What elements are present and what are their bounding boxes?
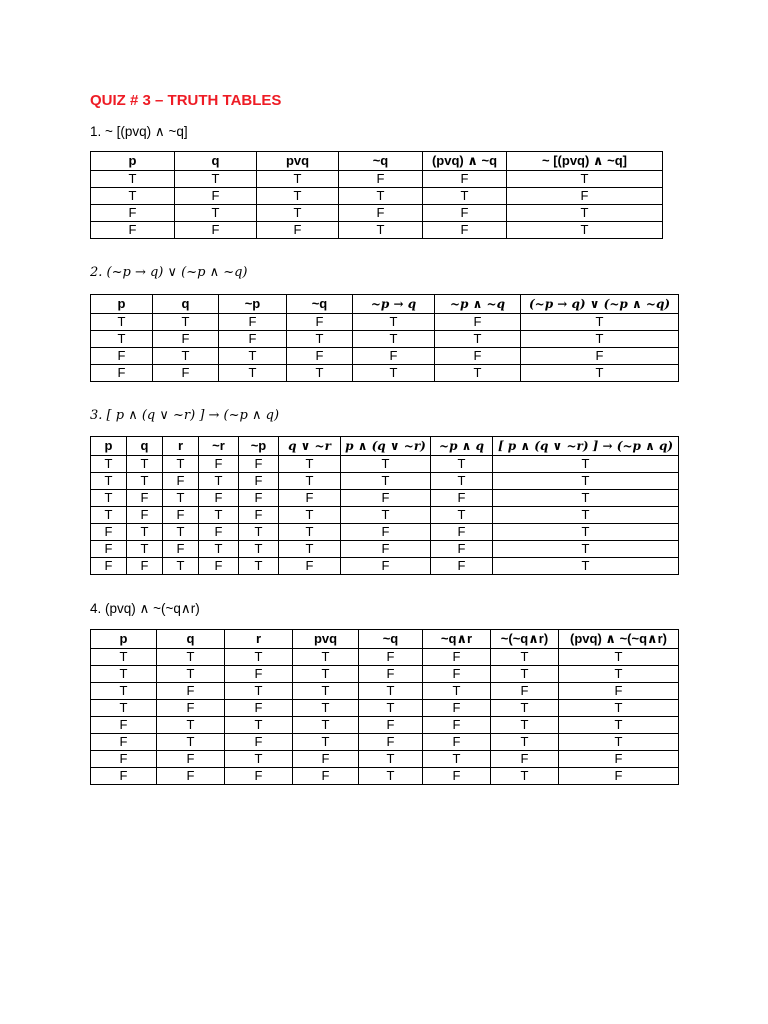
table-cell: T [507,222,663,239]
table-cell: F [423,222,507,239]
table-cell: F [225,700,293,717]
table-row [91,314,679,331]
table-cell: F [431,490,493,507]
table-cell: F [559,751,679,768]
column-header: p ∧ (q ∨ ~r) [341,437,431,456]
table-cell: T [435,365,521,382]
table-cell: T [219,365,287,382]
column-header: pvq [293,630,359,649]
table-cell: T [293,666,359,683]
table-cell: T [359,700,423,717]
table-cell: T [559,700,679,717]
table-cell: F [91,768,157,785]
table-row [91,205,663,222]
table-row [91,456,679,473]
table-row [91,490,679,507]
table-cell: F [153,331,219,348]
column-header: p [91,630,157,649]
table-cell: T [91,188,175,205]
table-header-row [91,630,679,649]
table-cell: T [239,558,279,575]
table-cell: F [339,205,423,222]
table-cell: T [521,314,679,331]
table-cell: F [225,768,293,785]
table-cell: T [423,188,507,205]
table-cell: T [157,717,225,734]
table-row [91,734,679,751]
table-cell: T [91,473,127,490]
table-row [91,683,679,700]
table-cell: T [431,456,493,473]
table-cell: T [157,666,225,683]
column-header: (pvq) ∧ ~q [423,152,507,171]
table-cell: T [279,507,341,524]
table-cell: F [225,666,293,683]
table-cell: F [507,188,663,205]
column-header: p [91,295,153,314]
table-cell: T [341,456,431,473]
table-cell: F [423,734,491,751]
quiz-1-label: 1. ~ [(pvq) ∧ ~q] [90,124,188,139]
table-cell: T [293,734,359,751]
table-header-row [91,295,679,314]
table-cell: F [91,222,175,239]
table-cell: F [293,751,359,768]
table-cell: F [491,683,559,700]
table-cell: F [91,751,157,768]
table-cell: T [491,649,559,666]
table-cell: T [491,717,559,734]
table-cell: T [507,205,663,222]
column-header: pvq [257,152,339,171]
column-header: (pvq) ∧ ~(~q∧r) [559,630,679,649]
table-cell: T [341,507,431,524]
table-cell: T [91,666,157,683]
table-cell: T [423,683,491,700]
table-cell: F [431,541,493,558]
truth-table-4 [90,629,679,785]
table-cell: T [353,331,435,348]
table-cell: T [127,541,163,558]
table-row [91,768,679,785]
column-header: r [163,437,199,456]
table-cell: T [493,558,679,575]
table-cell: F [239,456,279,473]
table-cell: T [91,314,153,331]
table-cell: F [423,171,507,188]
table-cell: F [341,541,431,558]
table-cell: T [91,456,127,473]
table-cell: T [225,751,293,768]
table-cell: F [521,348,679,365]
table-cell: F [423,205,507,222]
table-row [91,649,679,666]
table-cell: T [199,473,239,490]
table-row [91,331,679,348]
table-cell: F [293,768,359,785]
table-cell: T [91,700,157,717]
column-header: ~q [359,630,423,649]
truth-table-1 [90,151,663,239]
table-cell: F [175,222,257,239]
table-cell: T [491,734,559,751]
column-header: ~p ∧ q [431,437,493,456]
table-cell: T [279,473,341,490]
table-cell: T [493,490,679,507]
table-cell: F [199,558,239,575]
table-cell: F [239,473,279,490]
table-row [91,700,679,717]
column-header: ~p [219,295,287,314]
table-cell: F [127,558,163,575]
table-row [91,473,679,490]
table-cell: F [559,683,679,700]
column-header: p [91,152,175,171]
table-cell: T [287,365,353,382]
quiz-4-label: 4. (pvq) ∧ ~(~q∧r) [90,601,200,616]
table-cell: T [199,507,239,524]
table-cell: T [293,717,359,734]
table-cell: T [175,205,257,222]
table-cell: F [219,331,287,348]
table-cell: F [435,348,521,365]
table-cell: T [175,171,257,188]
table-cell: F [431,524,493,541]
table-cell: F [163,473,199,490]
column-header: ~ [(pvq) ∧ ~q] [507,152,663,171]
table-cell: T [279,456,341,473]
table-cell: T [163,558,199,575]
table-cell: F [199,524,239,541]
table-cell: F [279,558,341,575]
table-cell: T [91,683,157,700]
column-header: r [225,630,293,649]
column-header: ~r [199,437,239,456]
table-cell: T [423,751,491,768]
table-cell: T [493,524,679,541]
table-cell: F [91,558,127,575]
column-header: (~p → q) ∨ (~p ∧ ~q) [521,295,679,314]
table-cell: T [493,456,679,473]
column-header: q [175,152,257,171]
table-cell: T [257,205,339,222]
table-cell: T [279,524,341,541]
table-cell: T [219,348,287,365]
table-cell: T [157,734,225,751]
truth-table-3 [90,436,679,575]
table-cell: F [287,348,353,365]
table-cell: F [341,558,431,575]
column-header: ~(~q∧r) [491,630,559,649]
table-cell: F [199,456,239,473]
table-cell: F [239,490,279,507]
column-header: q [157,630,225,649]
table-cell: F [157,683,225,700]
table-cell: F [341,490,431,507]
table-cell: T [491,700,559,717]
quiz-2-label: 2. (~p → q) ∨ (~p ∧ ~q) [90,265,248,280]
table-cell: T [225,649,293,666]
table-cell: T [353,314,435,331]
table-cell: F [175,188,257,205]
table-cell: F [279,490,341,507]
table-cell: F [239,507,279,524]
table-cell: T [359,683,423,700]
table-cell: T [559,666,679,683]
table-cell: T [153,348,219,365]
column-header: ~p → q [353,295,435,314]
table-row [91,558,679,575]
table-cell: T [225,683,293,700]
column-header: ~p ∧ ~q [435,295,521,314]
table-cell: F [423,666,491,683]
table-cell: F [423,649,491,666]
table-cell: F [559,768,679,785]
table-cell: T [559,717,679,734]
table-cell: T [199,541,239,558]
column-header: q ∨ ~r [279,437,341,456]
table-cell: F [91,541,127,558]
table-cell: F [127,507,163,524]
table-cell: T [153,314,219,331]
table-cell: F [359,717,423,734]
table-cell: F [423,717,491,734]
table-cell: T [521,365,679,382]
table-cell: T [431,507,493,524]
table-cell: T [491,768,559,785]
table-cell: T [507,171,663,188]
table-cell: T [239,541,279,558]
table-cell: T [163,490,199,507]
table-row [91,507,679,524]
table-cell: T [127,473,163,490]
table-cell: F [157,768,225,785]
table-cell: T [293,700,359,717]
table-cell: F [157,751,225,768]
table-cell: T [491,666,559,683]
table-cell: T [91,331,153,348]
column-header: ~q [339,152,423,171]
table-cell: T [431,473,493,490]
table-row [91,171,663,188]
table-cell: T [559,649,679,666]
table-cell: F [225,734,293,751]
table-cell: T [493,473,679,490]
table-cell: F [423,768,491,785]
column-header: p [91,437,127,456]
table-cell: F [287,314,353,331]
column-header: q [127,437,163,456]
column-header: [ p ∧ (q ∨ ~r) ] → (~p ∧ q) [493,437,679,456]
table-cell: F [91,524,127,541]
table-cell: F [359,649,423,666]
table-cell: F [339,171,423,188]
table-cell: F [257,222,339,239]
table-row [91,751,679,768]
table-cell: T [279,541,341,558]
table-cell: T [91,507,127,524]
table-cell: T [257,171,339,188]
table-cell: T [353,365,435,382]
table-cell: T [435,331,521,348]
table-cell: F [359,666,423,683]
table-cell: F [127,490,163,507]
table-cell: F [163,507,199,524]
table-cell: F [91,365,153,382]
table-cell: F [91,734,157,751]
column-header: ~q∧r [423,630,491,649]
column-header: ~p [239,437,279,456]
table-header-row [91,437,679,456]
table-row [91,524,679,541]
table-cell: F [153,365,219,382]
table-cell: F [91,348,153,365]
table-cell: T [339,188,423,205]
table-cell: T [493,507,679,524]
table-cell: F [491,751,559,768]
table-row [91,717,679,734]
table-cell: T [359,768,423,785]
table-cell: T [293,683,359,700]
table-row [91,188,663,205]
table-cell: F [341,524,431,541]
table-cell: F [219,314,287,331]
table-cell: T [127,524,163,541]
table-cell: T [257,188,339,205]
table-row [91,365,679,382]
table-cell: F [91,205,175,222]
table-cell: T [341,473,431,490]
page-title: QUIZ # 3 – TRUTH TABLES [90,92,282,109]
table-row [91,541,679,558]
table-cell: T [91,649,157,666]
table-cell: F [359,734,423,751]
table-cell: T [91,490,127,507]
table-cell: F [157,700,225,717]
truth-table-2 [90,294,679,382]
table-cell: T [163,524,199,541]
table-cell: F [435,314,521,331]
table-cell: F [423,700,491,717]
table-cell: F [199,490,239,507]
column-header: ~q [287,295,353,314]
table-cell: T [287,331,353,348]
table-row [91,666,679,683]
table-cell: T [225,717,293,734]
table-row [91,222,663,239]
table-cell: T [127,456,163,473]
table-cell: T [163,456,199,473]
table-cell: F [163,541,199,558]
table-cell: T [293,649,359,666]
table-cell: T [359,751,423,768]
table-header-row [91,152,663,171]
table-cell: T [91,171,175,188]
table-cell: T [239,524,279,541]
table-cell: F [431,558,493,575]
table-row [91,348,679,365]
table-cell: T [339,222,423,239]
table-cell: T [157,649,225,666]
table-cell: T [521,331,679,348]
table-cell: T [493,541,679,558]
table-cell: T [559,734,679,751]
table-cell: F [353,348,435,365]
quiz-3-label: 3. [ p ∧ (q ∨ ~r) ] → (~p ∧ q) [90,408,280,423]
table-cell: F [91,717,157,734]
column-header: q [153,295,219,314]
